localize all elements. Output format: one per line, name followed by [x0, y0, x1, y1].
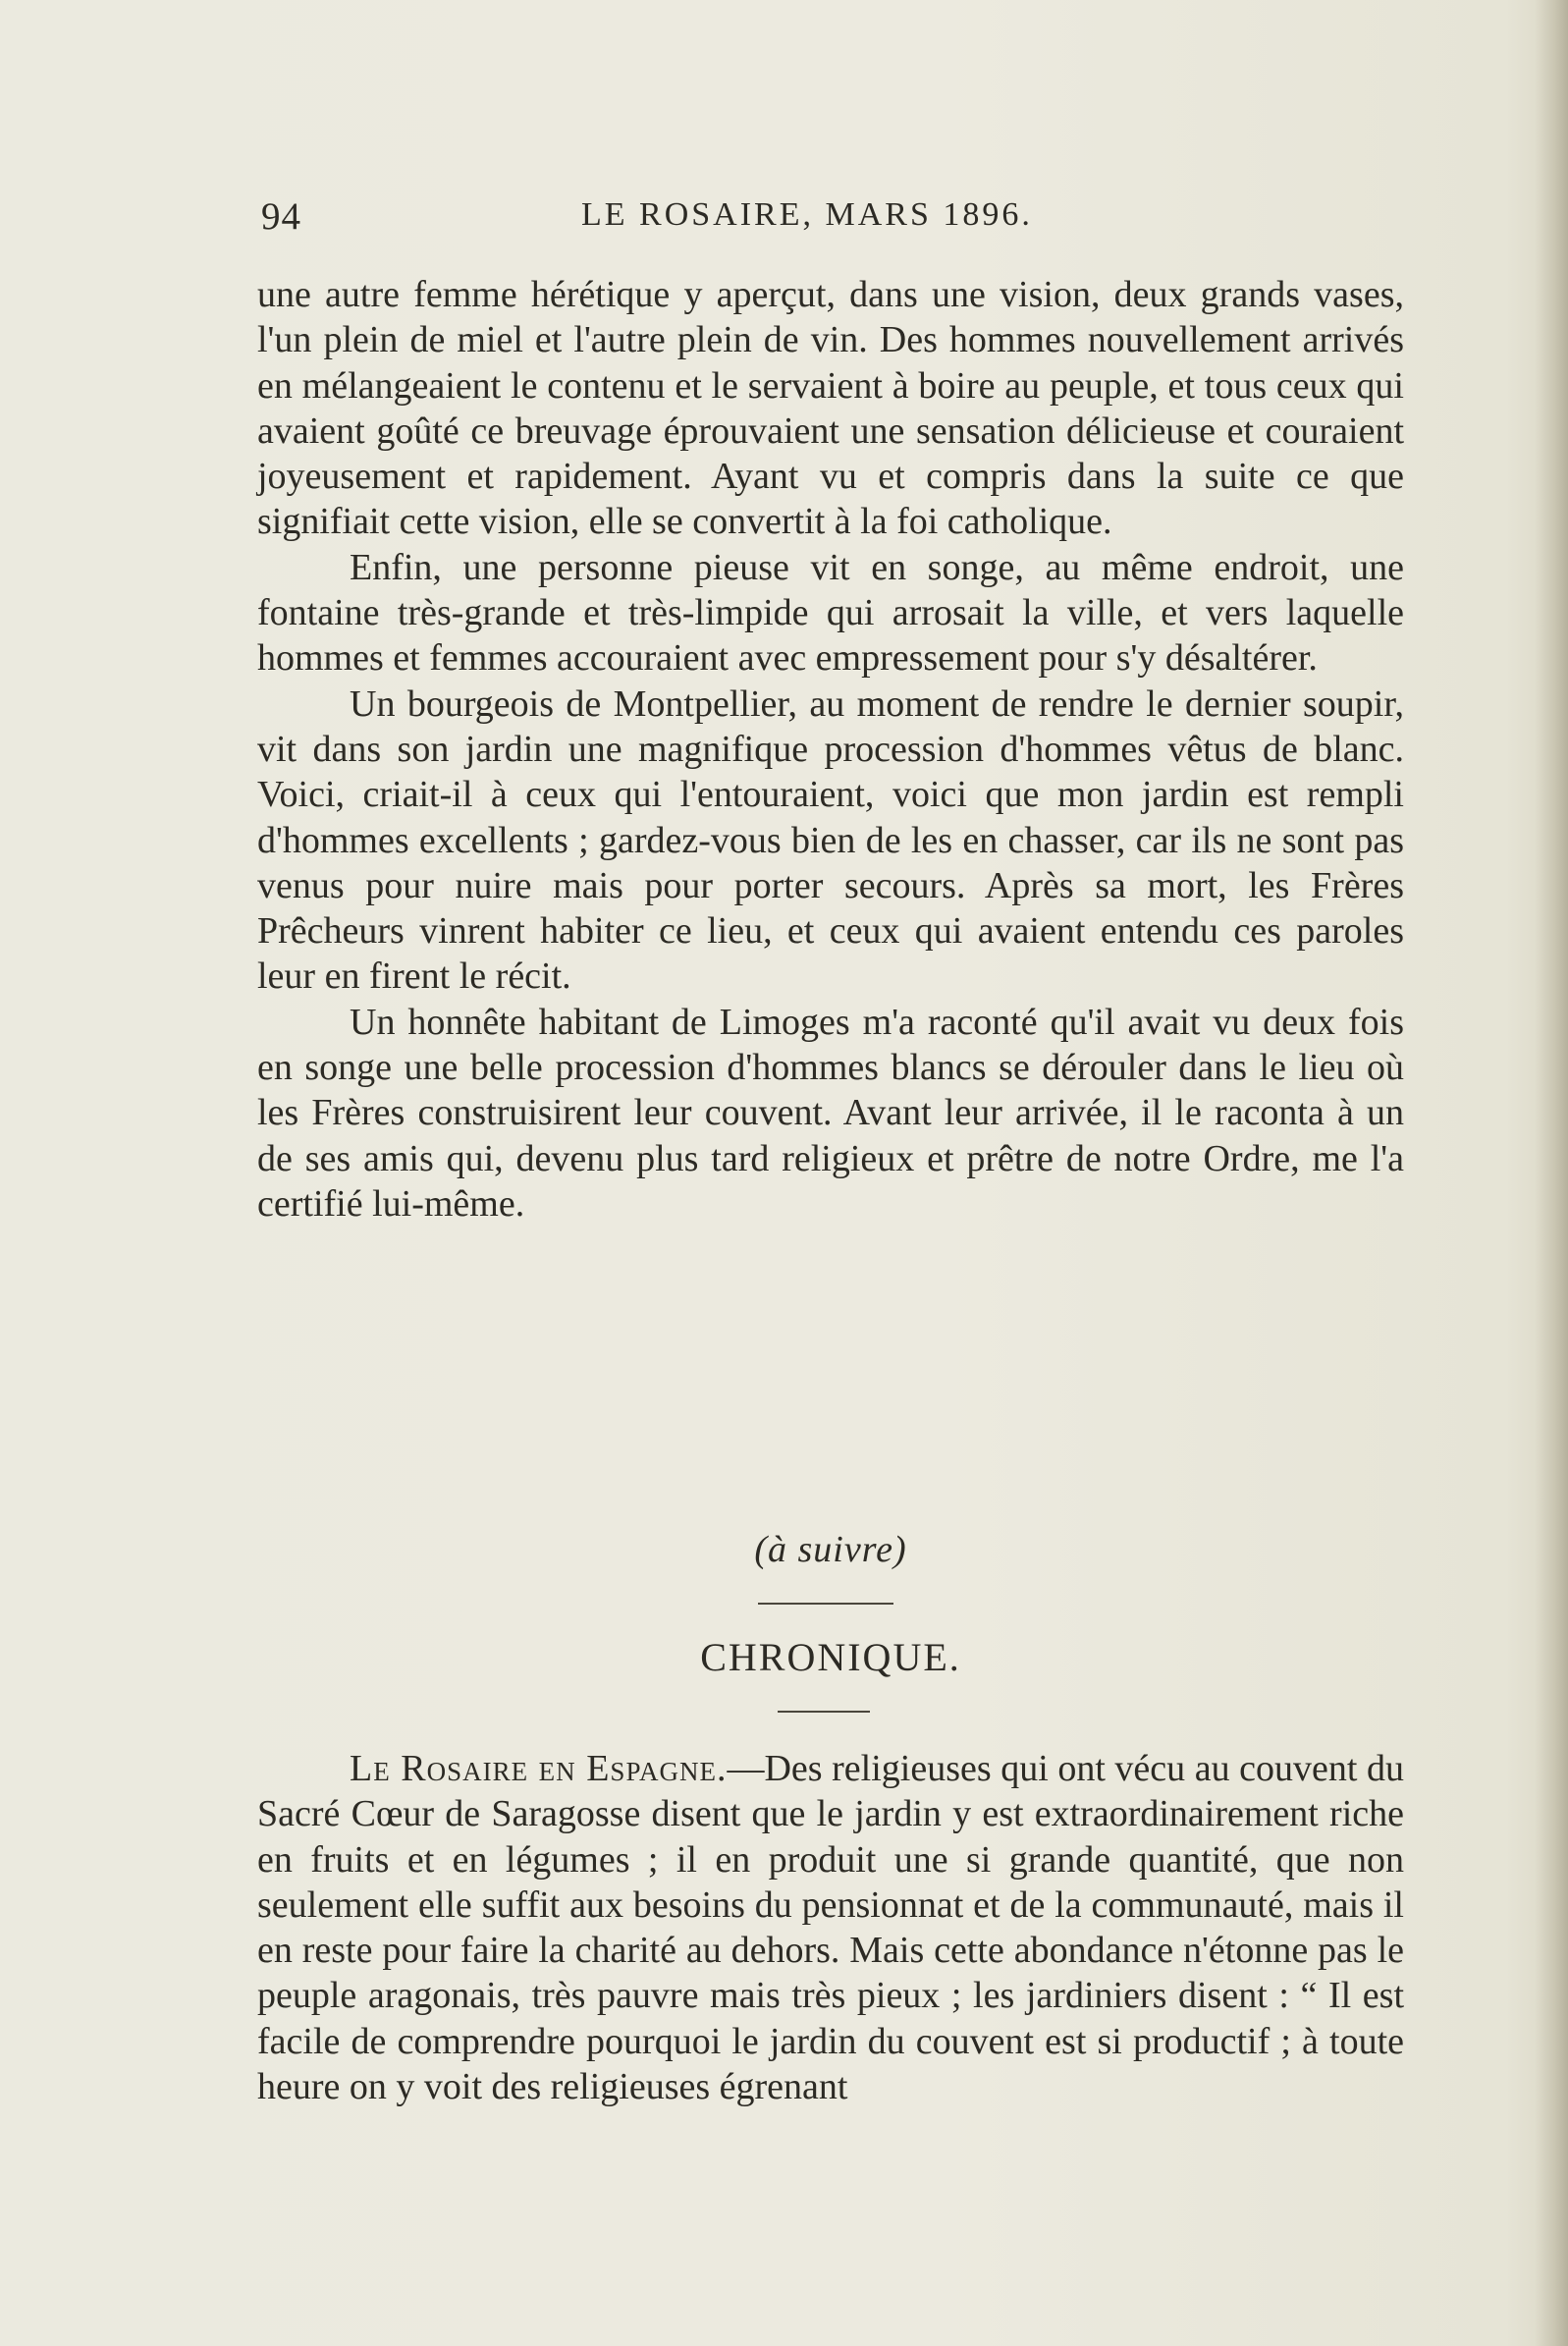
- chronique-text: [257, 1746, 1404, 2109]
- page-number: 94: [261, 195, 301, 238]
- to-be-continued: (à suivre): [754, 1529, 907, 1570]
- paragraph-fontaine: Enfin, une personne pieuse vit en songe, au même endroit, une fontaine très-grande et très-limpide qui arrosait la ville, et vers laquelle hommes et femmes accouraient avec empressement pour s'y désaltérer.: [257, 546, 1404, 680]
- paragraph-limoges: Un honnête habitant de Limoges m'a raconté qu'il avait vu deux fois en songe une belle procession d'hommes blancs se dérouler dans le lieu où les Frères construisirent leur couvent. Avant leur arrivée, il le raconta à un de ses amis qui, devenu plus tard religieux et prêtre de notre Ordre, me l'a certifié lui-même.: [257, 1001, 1404, 1225]
- chronique-lead: Le Rosaire en Espagne.: [350, 1748, 728, 1789]
- divider-rule-top: [758, 1603, 893, 1605]
- page-header: [257, 194, 1404, 253]
- paragraph-montpellier: Un bourgeois de Montpellier, au moment de rendre le dernier soupir, vit dans son jardin une magnifique procession d'hommes vêtus de blanc. Voici, criait-il à ceux qui l'entouraient, voici que mon jardin est rempli d'hommes excellents ; gardez-vous bien de les en chasser, car ils ne sont pas venus pour nuire mais pour porter secours. Après sa mort, les Frères Prêcheurs vinrent habiter ce lieu, et ceux qui avaient entendu ces paroles leur en firent le récit.: [257, 682, 1404, 998]
- divider-rule-bottom: [778, 1711, 870, 1713]
- body-text-before: [257, 272, 1404, 1227]
- running-head: LE ROSAIRE, MARS 1896.: [581, 196, 1033, 233]
- paragraph-rosaire-espagne: [257, 1746, 1404, 2109]
- section-title: CHRONIQUE.: [700, 1635, 961, 1679]
- paragraph-vision: une autre femme hérétique y aperçut, dans une vision, deux grands vases, l'un plein de miel et l'autre plein de vin. Des hommes nouvellement arrivés en mélangeaient le contenu et le servaient à boire au peuple, et tous ceux qui avaient goûté ce breuvage éprouvaient une sensation délicieuse et couraient joyeusement et rapidement. Ayant vu et compris dans la suite ce que signifiait cette vision, elle se convertit à la foi catholique.: [257, 274, 1404, 543]
- page-edge-shadow: [1535, 0, 1568, 2346]
- chronique-body: —Des religieuses qui ont vécu au couvent du Sacré Cœur de Saragosse disent que le jardin y est extraordinairement riche en fruits et en légumes ; il en produit une si grande quantité, que non seulement elle suffit aux besoins du pensionnat et de la communauté, mais il en reste pour faire la charité au dehors. Mais cette abondance n'étonne pas le peuple aragonais, très pauvre mais très pieux ; les jardiniers disent : “ Il est facile de comprendre pourquoi le jardin du couvent est si productif ; à toute heure on y voit des religieuses égrenant: [257, 1748, 1404, 2108]
